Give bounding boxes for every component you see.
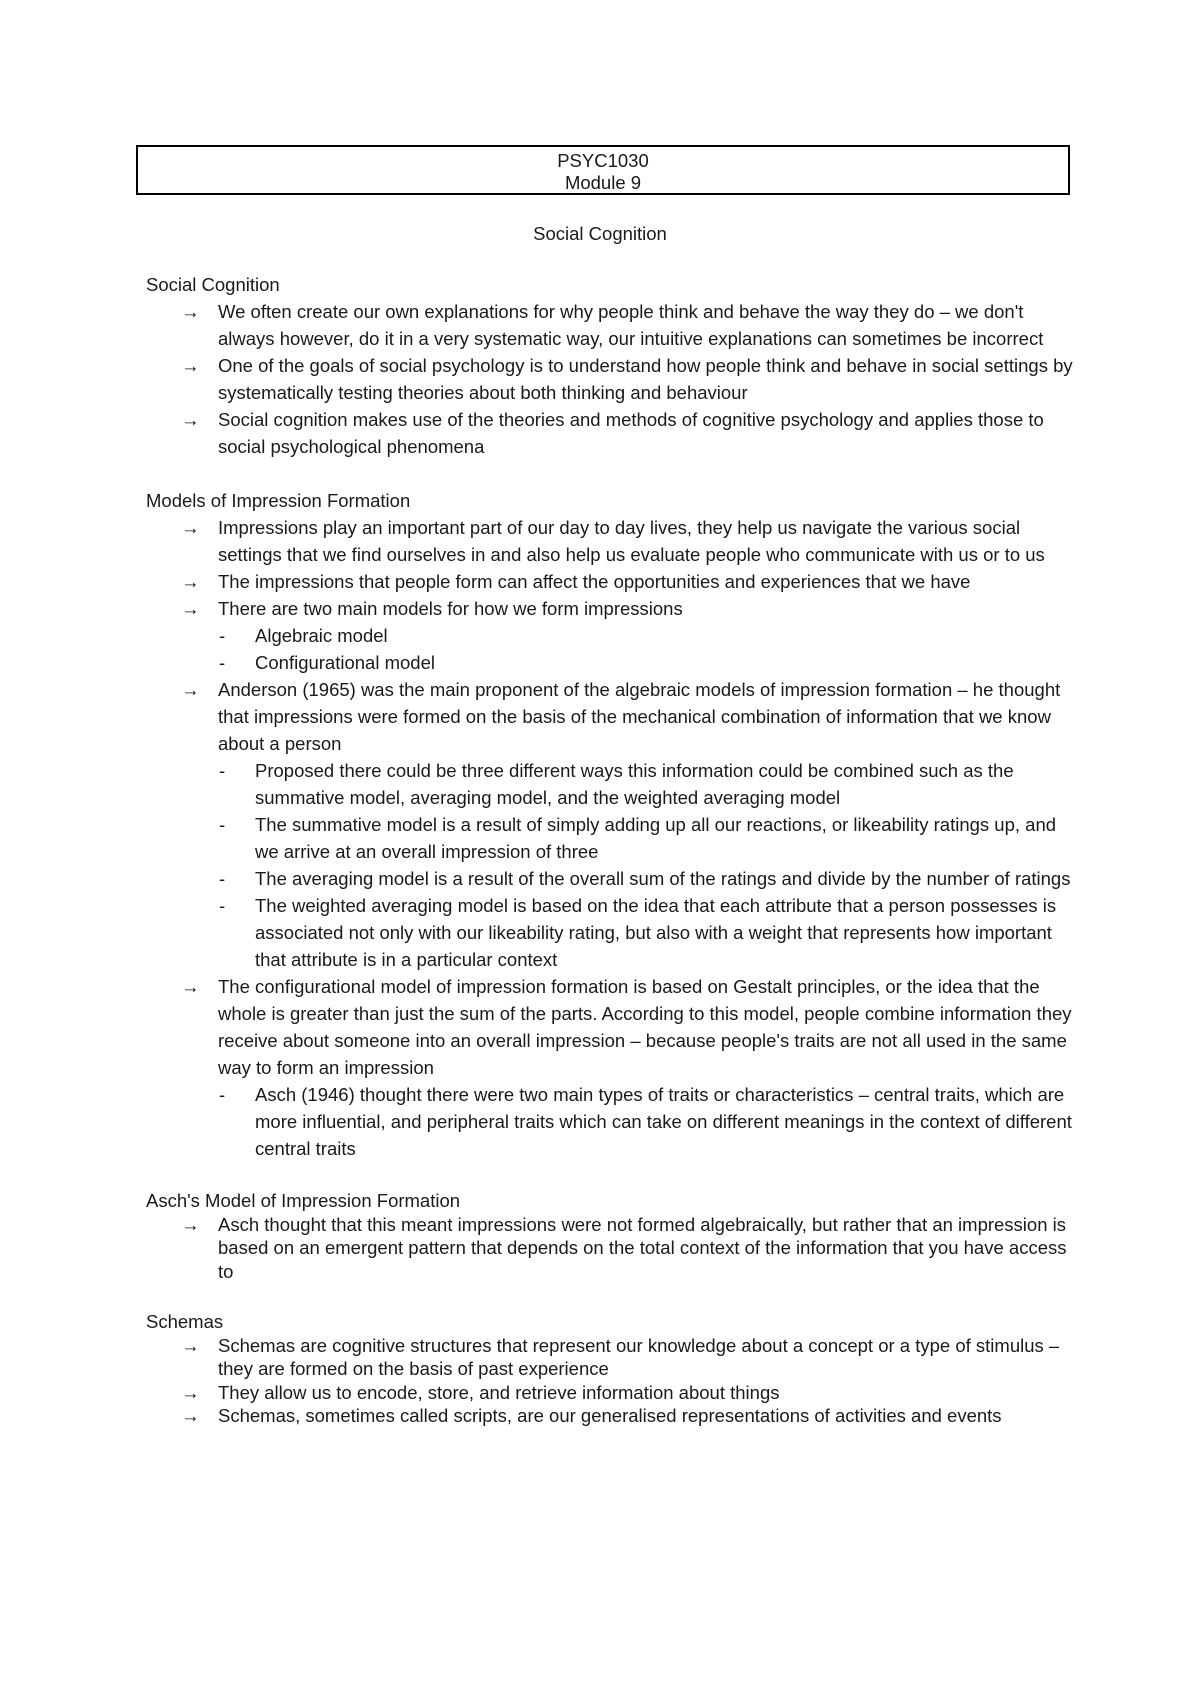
- arrow-bullet-item: [146, 298, 1076, 352]
- bullet-text: The summative model is a result of simply adding up all our reactions, or likeability ratings up, and we arrive at an overall impression of three: [255, 814, 1057, 862]
- dash-bullet-item: [146, 811, 1076, 865]
- bullet-text: Schemas are cognitive structures that represent our knowledge about a concept or a type of stimulus – they are formed on the basis of past experience: [218, 1334, 1060, 1379]
- arrow-right-icon: →: [181, 1334, 200, 1356]
- dash-icon: -: [219, 895, 226, 916]
- course-code: PSYC1030: [557, 150, 649, 171]
- arrow-bullet-item: [146, 1334, 1076, 1381]
- dash-bullet-item: [146, 649, 1076, 676]
- bullet-text: The configurational model of impression formation is based on Gestalt principles, or the idea that the whole is greater than just the sum of the parts. According to this model, people combine information they receive about someone into an overall impression – because people's traits are not all used in the same way to form an impression: [218, 976, 1072, 1078]
- arrow-right-icon: →: [181, 517, 200, 538]
- arrow-bullet-item: [146, 1381, 1076, 1405]
- section: [146, 271, 1076, 460]
- bullet-text: Impressions play an important part of our day to day lives, they help us navigate the various social settings that we find ourselves in and also help us evaluate people who communicate with us or to us: [218, 517, 1045, 565]
- arrow-bullet-item: [146, 973, 1076, 1081]
- bullet-text: They allow us to encode, store, and retrieve information about things: [218, 1381, 780, 1403]
- bullet-text: Social cognition makes use of the theories and methods of cognitive psychology and applies those to social psychological phenomena: [218, 409, 1044, 457]
- arrow-right-icon: →: [181, 976, 200, 997]
- bullet-text: Proposed there could be three different ways this information could be combined such as the summative model, averaging model, and the weighted averaging model: [255, 760, 1014, 808]
- header-box: [136, 145, 1070, 195]
- arrow-bullet-item: [146, 1213, 1076, 1284]
- bullet-text: Configurational model: [255, 652, 435, 673]
- arrow-right-icon: →: [181, 355, 200, 376]
- arrow-right-icon: →: [181, 1381, 200, 1403]
- arrow-right-icon: →: [181, 598, 200, 619]
- section: [146, 487, 1076, 1162]
- arrow-right-icon: →: [181, 1213, 200, 1235]
- arrow-bullet-item: [146, 1404, 1076, 1428]
- section-heading: Schemas: [146, 1311, 224, 1332]
- dash-icon: -: [219, 814, 226, 835]
- dash-bullet-item: [146, 892, 1076, 973]
- arrow-right-icon: →: [181, 679, 200, 700]
- arrow-bullet-item: [146, 406, 1076, 460]
- bullet-text: One of the goals of social psychology is to understand how people think and behave in social settings by systematically testing theories about both thinking and behaviour: [218, 355, 1073, 403]
- dash-bullet-item: [146, 865, 1076, 892]
- bullet-text: Schemas, sometimes called scripts, are our generalised representations of activities and events: [218, 1405, 1002, 1426]
- section-heading: Social Cognition: [146, 274, 280, 295]
- bullet-text: Anderson (1965) was the main proponent of the algebraic models of impression formation – he thought that impressions were formed on the basis of the mechanical combination of information that we know about a person: [218, 679, 1061, 754]
- bullet-text: We often create our own explanations for why people think and behave the way they do – we don't always however, do it in a very systematic way, our intuitive explanations can sometimes be incorrect: [218, 301, 1044, 349]
- arrow-right-icon: →: [181, 571, 200, 592]
- dash-icon: -: [219, 652, 226, 673]
- bullet-text: The impressions that people form can affect the opportunities and experiences that we have: [218, 571, 971, 592]
- section: [146, 1189, 1076, 1283]
- arrow-bullet-item: [146, 514, 1076, 568]
- bullet-text: The averaging model is a result of the overall sum of the ratings and divide by the number of ratings: [255, 868, 1071, 889]
- arrow-right-icon: →: [181, 301, 200, 322]
- bullet-text: The weighted averaging model is based on the idea that each attribute that a person possesses is associated not only with our likeability rating, but also with a weight that represents how important that attribute is in a particular context: [255, 895, 1057, 970]
- arrow-right-icon: →: [181, 409, 200, 430]
- section: [146, 1310, 1076, 1428]
- arrow-right-icon: →: [181, 1405, 200, 1426]
- arrow-bullet-item: [146, 595, 1076, 622]
- dash-icon: -: [219, 760, 226, 781]
- dash-icon: -: [219, 625, 226, 646]
- bullet-text: Algebraic model: [255, 625, 388, 646]
- dash-bullet-item: [146, 1081, 1076, 1162]
- document-body: [146, 271, 1076, 1455]
- dash-bullet-item: [146, 622, 1076, 649]
- page-title: Social Cognition: [533, 223, 667, 244]
- section-heading: Asch's Model of Impression Formation: [146, 1190, 461, 1211]
- bullet-text: There are two main models for how we form impressions: [218, 598, 683, 619]
- dash-bullet-item: [146, 757, 1076, 811]
- module-label: Module 9: [564, 172, 642, 193]
- arrow-bullet-item: [146, 352, 1076, 406]
- bullet-text: Asch (1946) thought there were two main types of traits or characteristics – central traits, which are more influential, and peripheral traits which can take on different meanings in the context of different central traits: [255, 1084, 1072, 1159]
- dash-icon: -: [219, 1084, 226, 1105]
- bullet-text: Asch thought that this meant impressions were not formed algebraically, but rather that an impression is based on an emergent pattern that depends on the total context of the information that you have access to: [218, 1213, 1067, 1282]
- arrow-bullet-item: [146, 676, 1076, 757]
- arrow-bullet-item: [146, 568, 1076, 595]
- dash-icon: -: [219, 868, 226, 889]
- section-heading: Models of Impression Formation: [146, 490, 411, 511]
